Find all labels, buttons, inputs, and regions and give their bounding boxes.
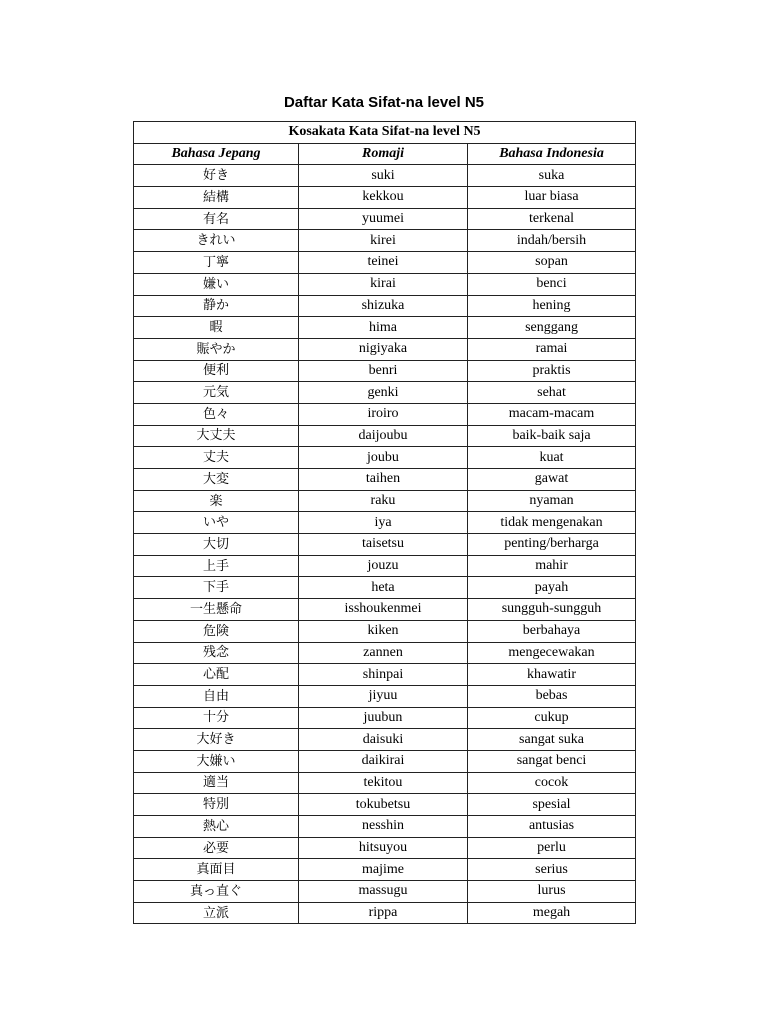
- table-row: [134, 577, 636, 599]
- romaji-cell: majime: [299, 859, 468, 881]
- japanese-cell: 下手: [134, 577, 299, 599]
- table-row: [134, 642, 636, 664]
- table-row: [134, 620, 636, 642]
- indonesian-cell: sangat suka: [468, 729, 636, 751]
- indonesian-cell: mahir: [468, 555, 636, 577]
- indonesian-cell: luar biasa: [468, 187, 636, 209]
- japanese-cell: 真っ直ぐ: [134, 881, 299, 903]
- japanese-cell: 有名: [134, 208, 299, 230]
- romaji-cell: rippa: [299, 902, 468, 924]
- japanese-cell: いや: [134, 512, 299, 534]
- japanese-cell: 大変: [134, 469, 299, 491]
- romaji-cell: teinei: [299, 252, 468, 274]
- japanese-cell: 真面目: [134, 859, 299, 881]
- japanese-cell: 危険: [134, 620, 299, 642]
- indonesian-cell: terkenal: [468, 208, 636, 230]
- romaji-cell: kirai: [299, 273, 468, 295]
- japanese-cell: 特別: [134, 794, 299, 816]
- table-row: [134, 295, 636, 317]
- romaji-cell: yuumei: [299, 208, 468, 230]
- japanese-cell: 自由: [134, 685, 299, 707]
- indonesian-cell: payah: [468, 577, 636, 599]
- romaji-cell: hitsuyou: [299, 837, 468, 859]
- table-row: [134, 469, 636, 491]
- indonesian-cell: penting/berharga: [468, 534, 636, 556]
- table-row: [134, 859, 636, 881]
- column-header-japanese: Bahasa Jepang: [134, 143, 299, 165]
- japanese-cell: 好き: [134, 165, 299, 187]
- table-row: [134, 187, 636, 209]
- japanese-cell: きれい: [134, 230, 299, 252]
- indonesian-cell: sangat benci: [468, 750, 636, 772]
- indonesian-cell: benci: [468, 273, 636, 295]
- japanese-cell: 適当: [134, 772, 299, 794]
- romaji-cell: tokubetsu: [299, 794, 468, 816]
- indonesian-cell: megah: [468, 902, 636, 924]
- indonesian-cell: gawat: [468, 469, 636, 491]
- indonesian-cell: suka: [468, 165, 636, 187]
- romaji-cell: daisuki: [299, 729, 468, 751]
- table-row: [134, 772, 636, 794]
- table-row: [134, 490, 636, 512]
- romaji-cell: kekkou: [299, 187, 468, 209]
- romaji-cell: jouzu: [299, 555, 468, 577]
- table-row: [134, 881, 636, 903]
- indonesian-cell: praktis: [468, 360, 636, 382]
- romaji-cell: kirei: [299, 230, 468, 252]
- indonesian-cell: sehat: [468, 382, 636, 404]
- table-row: [134, 555, 636, 577]
- vocabulary-table: [133, 121, 636, 924]
- japanese-cell: 嫌い: [134, 273, 299, 295]
- table-row: [134, 534, 636, 556]
- table-row: [134, 902, 636, 924]
- japanese-cell: 便利: [134, 360, 299, 382]
- japanese-cell: 賑やか: [134, 338, 299, 360]
- table-caption: Kosakata Kata Sifat-na level N5: [134, 122, 636, 144]
- indonesian-cell: perlu: [468, 837, 636, 859]
- table-row: [134, 837, 636, 859]
- japanese-cell: 丈夫: [134, 447, 299, 469]
- indonesian-cell: cukup: [468, 707, 636, 729]
- japanese-cell: 十分: [134, 707, 299, 729]
- table-row: [134, 273, 636, 295]
- romaji-cell: tekitou: [299, 772, 468, 794]
- indonesian-cell: tidak mengenakan: [468, 512, 636, 534]
- japanese-cell: 熱心: [134, 816, 299, 838]
- romaji-cell: genki: [299, 382, 468, 404]
- table-row: [134, 403, 636, 425]
- table-row: [134, 729, 636, 751]
- japanese-cell: 一生懸命: [134, 599, 299, 621]
- romaji-cell: hima: [299, 317, 468, 339]
- japanese-cell: 大好き: [134, 729, 299, 751]
- romaji-cell: massugu: [299, 881, 468, 903]
- romaji-cell: heta: [299, 577, 468, 599]
- indonesian-cell: bebas: [468, 685, 636, 707]
- japanese-cell: 上手: [134, 555, 299, 577]
- romaji-cell: joubu: [299, 447, 468, 469]
- indonesian-cell: hening: [468, 295, 636, 317]
- japanese-cell: 静か: [134, 295, 299, 317]
- column-header-indonesian: Bahasa Indonesia: [468, 143, 636, 165]
- romaji-cell: isshoukenmei: [299, 599, 468, 621]
- japanese-cell: 大嫌い: [134, 750, 299, 772]
- romaji-cell: shizuka: [299, 295, 468, 317]
- japanese-cell: 暇: [134, 317, 299, 339]
- table-body: [134, 165, 636, 924]
- indonesian-cell: cocok: [468, 772, 636, 794]
- table-row: [134, 317, 636, 339]
- table-row: [134, 425, 636, 447]
- romaji-cell: raku: [299, 490, 468, 512]
- indonesian-cell: serius: [468, 859, 636, 881]
- japanese-cell: 楽: [134, 490, 299, 512]
- table-row: [134, 664, 636, 686]
- indonesian-cell: lurus: [468, 881, 636, 903]
- table-row: [134, 599, 636, 621]
- romaji-cell: nigiyaka: [299, 338, 468, 360]
- romaji-cell: shinpai: [299, 664, 468, 686]
- indonesian-cell: indah/bersih: [468, 230, 636, 252]
- japanese-cell: 立派: [134, 902, 299, 924]
- table-row: [134, 707, 636, 729]
- table-caption-row: [134, 122, 636, 144]
- indonesian-cell: sopan: [468, 252, 636, 274]
- table-row: [134, 338, 636, 360]
- japanese-cell: 結構: [134, 187, 299, 209]
- document-title: Daftar Kata Sifat-na level N5: [283, 94, 485, 111]
- japanese-cell: 残念: [134, 642, 299, 664]
- japanese-cell: 心配: [134, 664, 299, 686]
- romaji-cell: taihen: [299, 469, 468, 491]
- indonesian-cell: khawatir: [468, 664, 636, 686]
- table-row: [134, 165, 636, 187]
- romaji-cell: jiyuu: [299, 685, 468, 707]
- table-row: [134, 447, 636, 469]
- romaji-cell: benri: [299, 360, 468, 382]
- romaji-cell: kiken: [299, 620, 468, 642]
- romaji-cell: iroiro: [299, 403, 468, 425]
- table-row: [134, 750, 636, 772]
- indonesian-cell: mengecewakan: [468, 642, 636, 664]
- indonesian-cell: macam-macam: [468, 403, 636, 425]
- japanese-cell: 必要: [134, 837, 299, 859]
- indonesian-cell: spesial: [468, 794, 636, 816]
- table-row: [134, 794, 636, 816]
- romaji-cell: taisetsu: [299, 534, 468, 556]
- table-header-row: [134, 143, 636, 165]
- table-row: [134, 382, 636, 404]
- romaji-cell: nesshin: [299, 816, 468, 838]
- japanese-cell: 丁寧: [134, 252, 299, 274]
- romaji-cell: daikirai: [299, 750, 468, 772]
- romaji-cell: iya: [299, 512, 468, 534]
- indonesian-cell: sungguh-sungguh: [468, 599, 636, 621]
- japanese-cell: 元気: [134, 382, 299, 404]
- indonesian-cell: senggang: [468, 317, 636, 339]
- indonesian-cell: kuat: [468, 447, 636, 469]
- romaji-cell: daijoubu: [299, 425, 468, 447]
- indonesian-cell: antusias: [468, 816, 636, 838]
- japanese-cell: 大丈夫: [134, 425, 299, 447]
- table-row: [134, 512, 636, 534]
- indonesian-cell: baik-baik saja: [468, 425, 636, 447]
- indonesian-cell: berbahaya: [468, 620, 636, 642]
- indonesian-cell: ramai: [468, 338, 636, 360]
- table-row: [134, 685, 636, 707]
- table-row: [134, 208, 636, 230]
- indonesian-cell: nyaman: [468, 490, 636, 512]
- romaji-cell: juubun: [299, 707, 468, 729]
- japanese-cell: 色々: [134, 403, 299, 425]
- japanese-cell: 大切: [134, 534, 299, 556]
- column-header-romaji: Romaji: [299, 143, 468, 165]
- table-row: [134, 252, 636, 274]
- table-row: [134, 360, 636, 382]
- table-row: [134, 230, 636, 252]
- table-row: [134, 816, 636, 838]
- romaji-cell: suki: [299, 165, 468, 187]
- romaji-cell: zannen: [299, 642, 468, 664]
